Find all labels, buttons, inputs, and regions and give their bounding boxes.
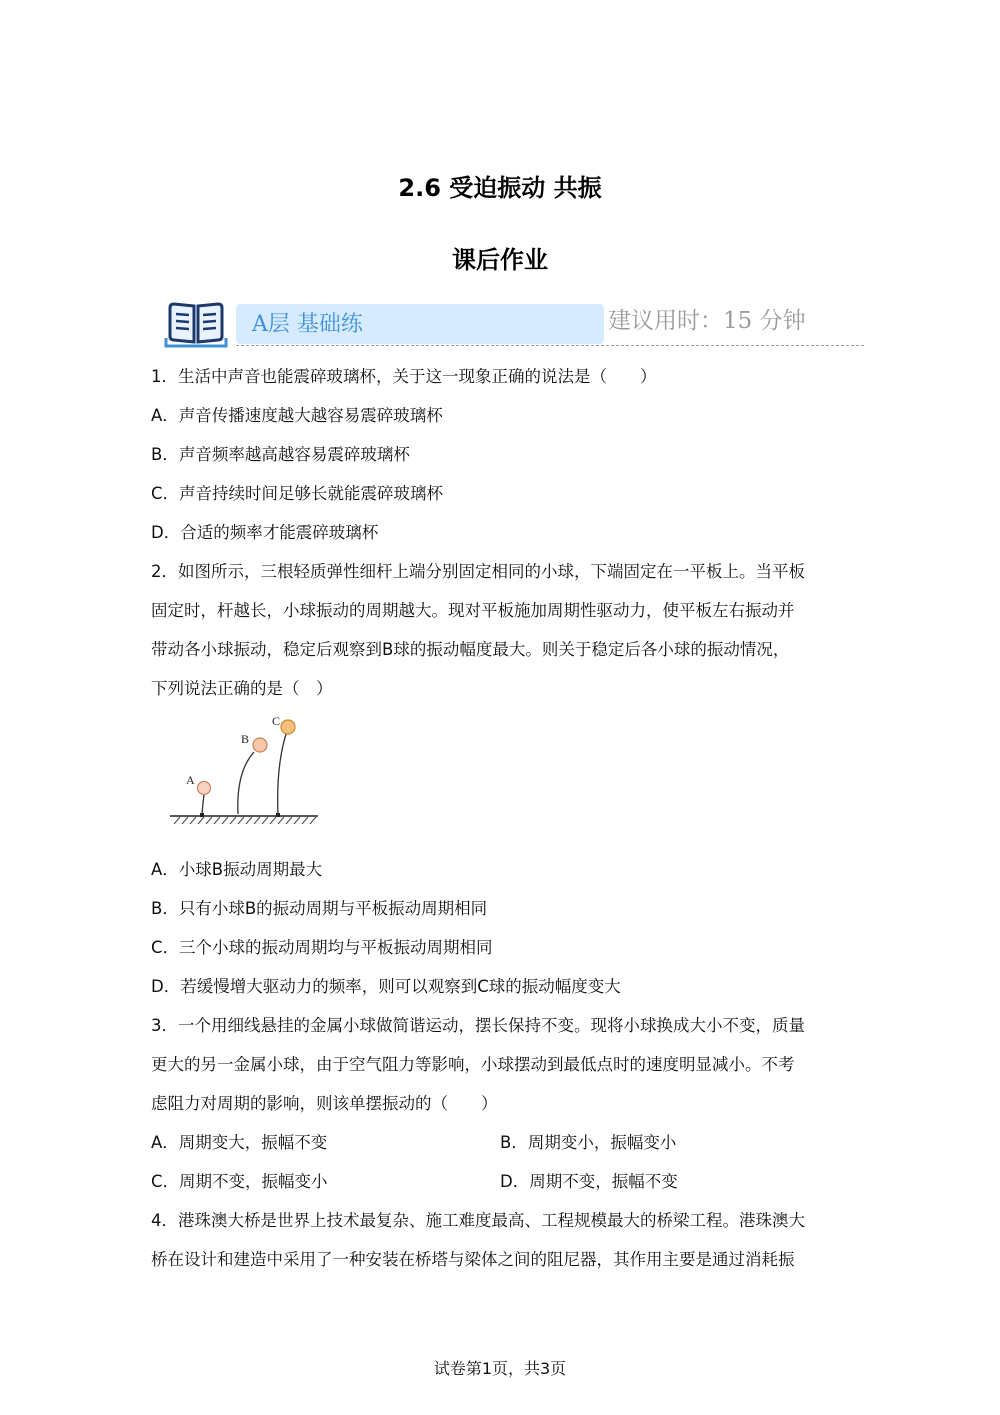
- label-c: C: [272, 714, 281, 728]
- q3-option-a: A．周期变大，振幅不变: [151, 1133, 328, 1152]
- q4-stem-line-2: 桥在设计和建造中采用了一种安装在桥塔与梁体之间的阻尼器，其作用主要是通过消耗振: [151, 1250, 795, 1269]
- q1-option-d: D．合适的频率才能震碎玻璃杯: [151, 523, 379, 542]
- q3-stem-line-3: 虑阻力对周期的影响，则该单摆振动的（ ）: [151, 1094, 498, 1113]
- q3-stem-line-1: 3．一个用细线悬挂的金属小球做简谐运动，摆长保持不变。现将小球换成大小不变，质量: [151, 1016, 805, 1035]
- document-title: 2.6 受迫振动 共振: [398, 174, 602, 202]
- q3-stem-line-2: 更大的另一金属小球，由于空气阻力等影响，小球摆动到最低点时的速度明显减小。不考: [151, 1055, 795, 1074]
- level-label: A层 基础练: [252, 312, 363, 337]
- q3-option-c: C．周期不变，振幅变小: [151, 1172, 328, 1191]
- q1-option-a: A．声音传播速度越大越容易震碎玻璃杯: [151, 406, 443, 425]
- q1-option-c: C．声音持续时间足够长就能震碎玻璃杯: [151, 484, 444, 503]
- q2-option-c: C．三个小球的振动周期均与平板振动周期相同: [151, 938, 493, 957]
- ball-c: [281, 720, 295, 734]
- ball-a: [198, 782, 211, 795]
- q3-option-d: D．周期不变，振幅不变: [500, 1172, 678, 1191]
- q3-option-b: B．周期变小，振幅变小: [500, 1133, 677, 1152]
- q2-option-b: B．只有小球B的振动周期与平板振动周期相同: [151, 899, 488, 918]
- q2-stem-line-1: 2．如图所示，三根轻质弹性细杆上端分别固定相同的小球，下端固定在一平板上。当平板: [151, 562, 805, 581]
- q2-stem-line-3: 带动各小球振动，稳定后观察到B球的振动幅度最大。则关于稳定后各小球的振动情况，: [151, 640, 790, 659]
- document-subtitle: 课后作业: [452, 246, 548, 274]
- q1-option-b: B．声音频率越高越容易震碎玻璃杯: [151, 445, 410, 464]
- ball-b: [253, 738, 267, 752]
- q2-option-d: D．若缓慢增大驱动力的频率，则可以观察到C球的振动幅度变大: [151, 977, 621, 996]
- elastic-rods-figure: [166, 712, 326, 832]
- open-book-icon: [164, 300, 228, 348]
- label-a: A: [186, 773, 195, 787]
- q2-stem-line-2: 固定时，杆越长，小球振动的周期越大。现对平板施加周期性驱动力，使平板左右振动并: [151, 601, 795, 620]
- section-banner: [164, 298, 864, 350]
- q2-stem-line-4: 下列说法正确的是（ ）: [151, 679, 333, 698]
- q4-stem-line-1: 4．港珠澳大桥是世界上技术最复杂、施工难度最高、工程规模最大的桥梁工程。港珠澳大: [151, 1211, 805, 1230]
- banner-divider: [236, 345, 864, 346]
- page-footer: 试卷第1页，共3页: [433, 1359, 567, 1378]
- level-tag: [236, 304, 604, 344]
- q1-stem: 1．生活中声音也能震碎玻璃杯，关于这一现象正确的说法是（ ）: [151, 367, 657, 386]
- q2-option-a: A．小球B振动周期最大: [151, 860, 323, 879]
- label-b: B: [241, 732, 250, 746]
- suggested-time: 建议用时：15 分钟: [608, 308, 806, 334]
